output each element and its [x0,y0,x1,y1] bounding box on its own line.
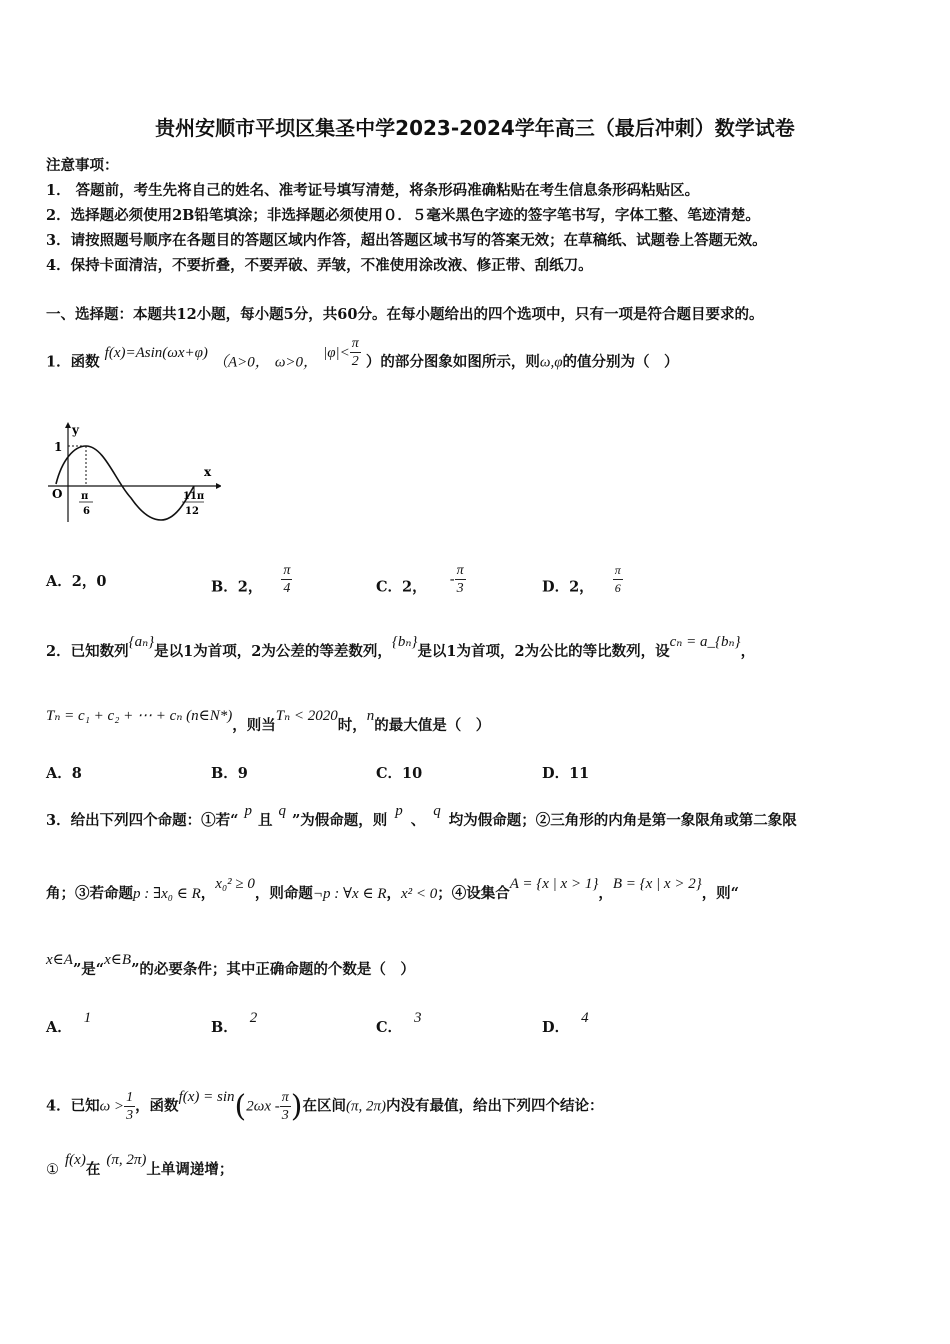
q1-tail: ）的部分图象如图所示，则 [365,353,540,371]
notes-heading: 注意事项： [46,157,119,174]
question-4: 4．已知ω > $\frac{1}{3}$ ，函数f(x) = sin(2ωx - $\frac{\pi}{3}$ )在区间(π, 2π)内没有最值，给出下列四个结论： [46,1088,604,1124]
question-1 [46,336,679,380]
q3-option-a[interactable]: A．1 [46,1010,92,1036]
q1-cond-omega: ω>0， [274,354,319,371]
page-title: 贵州安顺市平坝区集圣中学2023-2024学年高三（最后冲刺）数学试卷 [155,116,795,140]
q4-statement-1: ①f(x)在(π, 2π)上单调递增； [46,1152,234,1178]
q3-option-c[interactable]: C．3 [376,1010,422,1036]
tick-pi6-den: 6 [83,506,90,517]
y-tick-one: 1 [54,440,63,454]
sum-tn: Tₙ = c₁ + c₂ + ⋯ + cₙ (n∈N*) [46,708,233,724]
q1-tail2: 的值分别为（ ） [562,353,679,371]
q2-option-d[interactable]: D．11 [542,765,590,782]
q1-option-a[interactable]: A．2，0 [46,573,107,590]
tick-pi6-num: π [81,491,89,502]
q1-number: 1．函数 [46,353,100,371]
section-heading: 一、选择题：本题共12小题，每小题5分，共60分。在每小题给出的四个选项中，只有一项是符合题目要求的。 [46,306,764,323]
q1-option-d[interactable]: D．2， $\frac{\pi}{6}$ [542,563,621,596]
seq-cn: cₙ = a_{bₙ} [669,634,741,650]
q1-cond-a: （A>0， [212,354,270,371]
sine-graph [46,420,221,525]
q1-option-b[interactable]: B．2， $\frac{\pi}{4}$ [211,563,291,596]
note-item: 4．保持卡面清洁，不要折叠，不要弄破、弄皱，不准使用涂改液、修正带、刮纸刀。 [46,257,593,274]
q2-option-a[interactable]: A．8 [46,765,82,782]
note-item: 2．选择题必须使用2B铅笔填涂；非选择题必须使用０．５毫米黑色字迹的签字笔书写，字体工整、笔迹清楚。 [46,207,760,224]
tick-11pi12-den: 12 [185,506,199,517]
q3-option-b[interactable]: B．2 [211,1010,258,1036]
question-2-line2: Tₙ = c₁ + c₂ + ⋯ + cₙ (n∈N*)，则当Tₙ < 2020时，n的最大值是（ ） [46,708,491,734]
tn-ineq: Tₙ < 2020 [275,708,338,724]
q1-cond-phi: |φ|< [323,344,350,361]
q1-pi-half: $\frac{\pi}{2}$ [351,336,359,369]
q1-function: f(x)=Asin(ωx+φ) [104,344,208,361]
question-3-line3: x∈A”是“x∈B”的必要条件；其中正确命题的个数是（ ） [46,952,415,978]
q1-option-c[interactable]: C．2， - $\frac{\pi}{3}$ [376,563,464,596]
q2-option-c[interactable]: C．10 [376,765,423,782]
tick-11pi12-num: 11π [183,491,205,502]
seq-an: {aₙ} [128,634,155,650]
seq-bn: {bₙ} [391,634,418,650]
q3-option-d[interactable]: D．4 [542,1010,589,1036]
question-2-line1: 2．已知数列{aₙ}是以1为首项，2为公差的等差数列，{bₙ}是以1为首项，2为公比的等比数列，设cₙ = a_{bₙ}， [46,634,756,660]
q2-option-b[interactable]: B．9 [211,765,248,782]
question-3-line2: 角；③若命题p : ∃x₀ ∈ R，x₀² ≥ 0，则命题¬p : ∀x ∈ R，x² < 0；④设集合A = {x | x > 1}，B = {x | x > 2}，则“ [46,876,740,902]
x-axis-label: x [204,465,212,479]
question-3-line1: 3．给出下列四个命题：①若“p且q”为假命题，则p、q均为假命题；②三角形的内角是第一象限角或第二象限 [46,803,797,829]
y-axis-label: y [72,423,79,437]
note-item: 1． 答题前，考生先将自己的姓名、准考证号填写清楚，将条形码准确粘贴在考生信息条形码粘贴区。 [46,182,700,199]
q1-omega-phi: ω,φ [539,354,563,371]
origin-label: O [52,487,63,501]
note-item: 3．请按照题号顺序在各题目的答题区域内作答，超出答题区域书写的答案无效；在草稿纸、试题卷上答题无效。 [46,232,767,249]
